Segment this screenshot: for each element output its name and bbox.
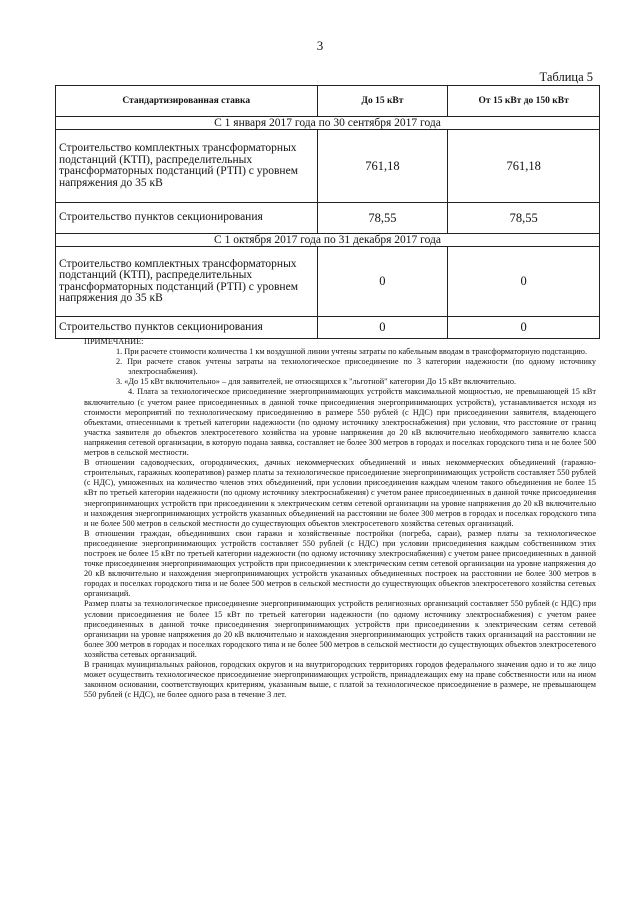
- period-row: [56, 117, 600, 130]
- value-cell: 78,55: [448, 203, 600, 234]
- row-name: Строительство пунктов секционирования: [56, 317, 318, 339]
- note-item: 2. При расчете ставок учтены затраты на технологическое присоединение по 3 категории надежности (по одному источнику электроснабжения).: [116, 357, 596, 377]
- notes-block: [84, 337, 596, 700]
- row-name: Строительство комплектных трансформаторных подстанций (КТП), распределительных трансформаторных подстанций (РТП) с уровнем напряжения до 35 кВ: [56, 247, 318, 317]
- row-name: Строительство комплектных трансформаторных подстанций (КТП), распределительных трансформаторных подстанций (РТП) с уровнем напряжения до 35 кВ: [56, 130, 318, 203]
- table-row: [56, 203, 600, 234]
- period-label: С 1 января 2017 года по 30 сентября 2017 года: [56, 117, 600, 130]
- column-header: До 15 кВт: [317, 86, 448, 117]
- period-row: [56, 234, 600, 247]
- page-number: 3: [316, 38, 324, 53]
- value-cell: 0: [317, 247, 448, 317]
- column-header: Стандартизированная ставка: [56, 86, 318, 117]
- period-label: С 1 октября 2017 года по 31 декабря 2017 года: [56, 234, 600, 247]
- note-paragraph: В отношении граждан, объединивших свои гаражи и хозяйственные постройки (погреба, сараи), размер платы за технологическое присоединение энергопринимающих устройств составляет 550 рублей (с НДС) при условии присоединения каждым собственником этих построек не более 15 кВт по третьей категории надежности (по одному источнику электроснабжения) с учетом ранее присоединенных в данной точке присоединения энергопринимающих устройств при присоединении к электрическим сетям сетевой организации на уровне напряжения до 20 кВ включительно и нахождения энергопринимающих устройств указанных объединенных построек на расстоянии не более 300 метров в городах и поселках городского типа и не более 500 метров в сельской местности до существующих объектов электросетевого хозяйства сетевых организаций.: [84, 528, 596, 599]
- value-cell: 78,55: [317, 203, 448, 234]
- note-item: 3. «До 15 кВт включительно» – для заявителей, не относящихся к "льготной" категории До 15 кВт включительно.: [116, 377, 517, 387]
- table-row: [56, 247, 600, 317]
- value-cell: 761,18: [317, 130, 448, 203]
- note-paragraph: Размер платы за технологическое присоединение энергопринимающих устройств религиозных организаций составляет 550 рублей (с НДС) при условии присоединения не более 15 кВт по третьей категории надежности (по одному источнику электроснабжения) с учетом ранее присоединенных в данной точке присоединения энергопринимающих устройств при присоединении к электрическим сетям сетевой организации на уровне напряжения до 20 кВ включительно и нахождения энергопринимающих устройств таких организаций на расстоянии не более 300 метров в городах и поселках городского типа и не более 500 метров в сельской местности до существующих объектов электросетевого хозяйства сетевых организаций.: [84, 599, 596, 659]
- note-item: 1. При расчете стоимости количества 1 км воздушной линии учтены затраты по кабельным вводам в трансформаторную подстанцию.: [116, 347, 588, 357]
- note-item: 4. Плата за технологическое присоединение энергопринимающих устройств максимальной мощностью, не превышающей 15 кВт включительно (с учетом ранее присоединенных в данной точке присоединения энергопринимающих устройств), устанавливается исходя из стоимости мероприятий по технологическому присоединению в размере 550 рублей (с НДС) при присоединении заявителя, владеющего объектами, отнесенными к третьей категории надежности (по одному источнику электроснабжения) при условии, что расстояние от границ участка заявителя до объектов электросетевого хозяйства на уровне напряжения до 20 кВ включительно необходимого заявителю класса напряжения сетевой организации, в которую подана заявка, составляет не более 300 метров в городах и поселках городского типа и не более 500 метров в сельской местности.: [84, 387, 596, 458]
- table-row: [56, 317, 600, 339]
- column-header: От 15 кВт до 150 кВт: [448, 86, 600, 117]
- rates-table: [55, 85, 600, 339]
- table-row: [56, 130, 600, 203]
- table-header-row: [56, 86, 600, 117]
- note-paragraph: В отношении садоводческих, огороднических, дачных некоммерческих объединений и иных некоммерческих объединений (гаражно-строительных, гаражных кооперативов) размер платы за технологическое присоединение энергопринимающих устройств составляет 550 рублей (с НДС), умноженных на количество членов этих объединений, при условии присоединения каждым членом такого объединения не более 15 кВт по третьей категории надежности (по одному источнику электроснабжения) с учетом ранее присоединенных в данной точке присоединения энергопринимающих устройств при присоединении к электрическим сетям сетевой организации на уровне напряжения до 20 кВ включительно и нахождения энергопринимающих устройств указанных объединений на расстоянии не более 300 метров в городах и поселках городского типа и не более 500 метров в сельской местности до существующих объектов электросетевого хозяйства сетевых организаций.: [84, 458, 596, 528]
- row-name: Строительство пунктов секционирования: [56, 203, 318, 234]
- value-cell: 0: [317, 317, 448, 339]
- table-label: Таблица 5: [539, 70, 593, 84]
- note-paragraph: В границах муниципальных районов, городских округов и на внутригородских территориях городов федерального значения одно и то же лицо может осуществить технологическое присоединение энергопринимающих устройств, принадлежащих ему на праве собственности или на ином законном основании, соответствующих критериям, указанным выше, с платой за технологическое присоединение в размере, не превышающем 550 рублей (с НДС), не более одного раза в течение 3 лет.: [84, 660, 596, 700]
- value-cell: 0: [448, 317, 600, 339]
- notes-header: ПРИМЕЧАНИЕ:: [84, 337, 144, 346]
- value-cell: 761,18: [448, 130, 600, 203]
- value-cell: 0: [448, 247, 600, 317]
